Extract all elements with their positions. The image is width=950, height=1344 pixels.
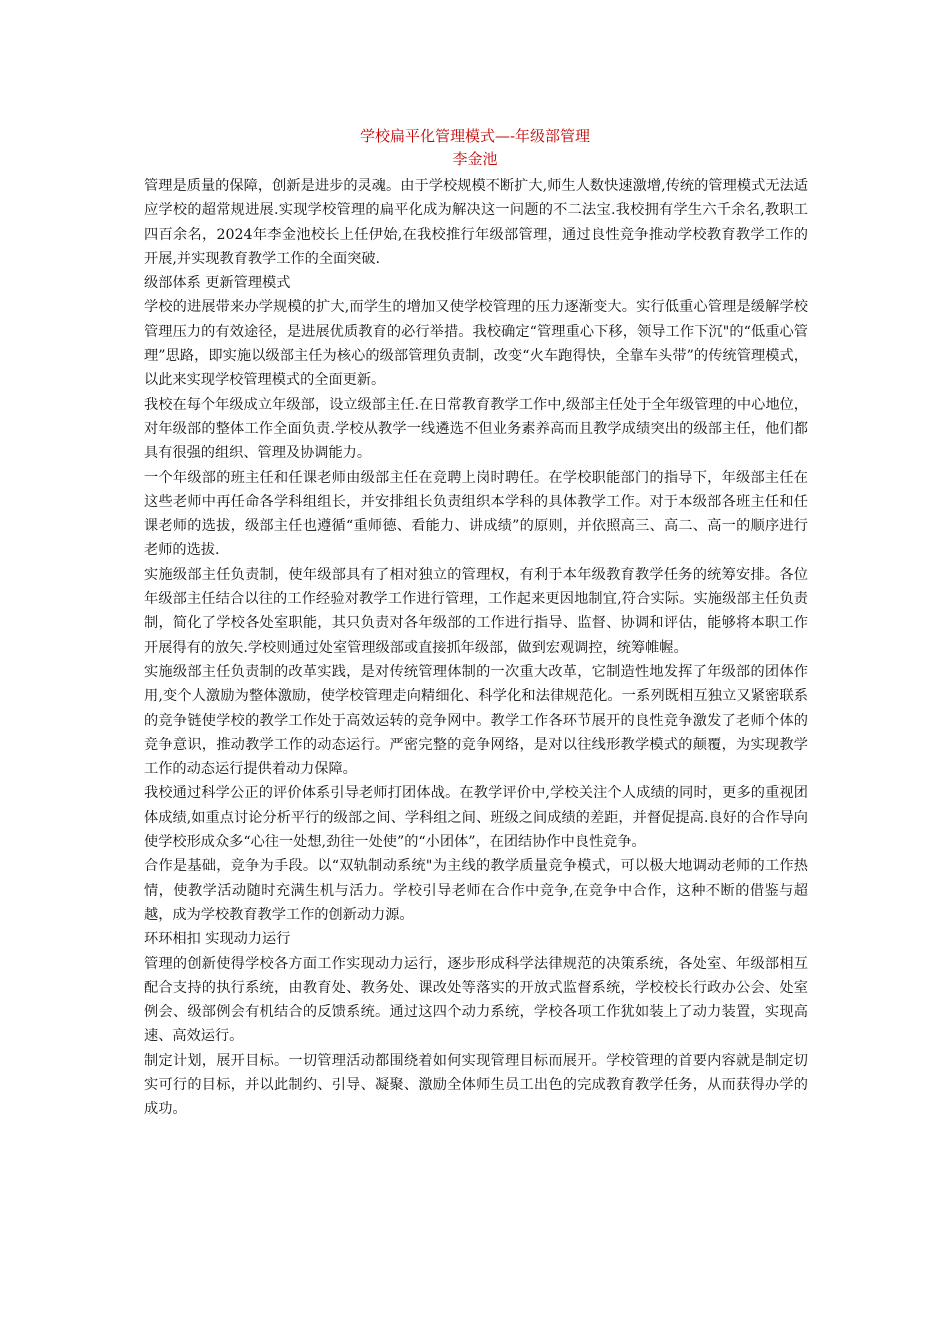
paragraph: 制定计划，展开目标。一切管理活动都围绕着如何实现管理目标而展开。学校管理的首要内容就是制定切实可行的目标，并以此制约、引导、凝聚、激励全体师生员工出色的完成教育教学任务，从而获得办学的成功。	[144, 1052, 808, 1118]
document-body	[144, 174, 808, 1122]
paragraph-intro: 管理是质量的保障，创新是进步的灵魂。由于学校规模不断扩大,师生人数快速激增,传统的管理模式无法适应学校的超常规进展.实现学校管理的扁平化成为解决这一问题的不二法宝.我校拥有学生六千余名,教职工四百余名，2024年李金池校长上任伊始,在我校推行年级部管理，通过良性竞争推动学校教育教学工作的开展,并实现教育教学工作的全面突破.	[144, 178, 808, 267]
paragraph: 实施级部主任负责制的改革实践，是对传统管理体制的一次重大改革，它制造性地发挥了年级部的团体作用,变个人激励为整体激励，使学校管理走向精细化、科学化和法律规范化。一系列既相互独立又紧密联系的竞争链使学校的教学工作处于高效运转的竞争网中。教学工作各环节展开的良性竞争激发了老师个体的竞争意识，推动教学工作的动态运行。严密完整的竞争网络，是对以往线形教学模式的颠覆，为实现教学工作的动态运行提供着动力保障。	[144, 663, 808, 778]
document-author: 李金池	[452, 150, 498, 168]
paragraph: 实施级部主任负责制，使年级部具有了相对独立的管理权，有利于本年级教育教学任务的统筹安排。各位年级部主任结合以往的工作经验对教学工作进行管理，工作起来更因地制宜,符合实际。实施级部主任负责制，简化了学校各处室职能，其只负责对各年级部的工作进行指导、监督、协调和评估，能够将本职工作开展得有的放矢.学校则通过处室管理级部或直接抓年级部，做到宏观调控，统筹帷幄。	[144, 566, 808, 656]
paragraph: 一个年级部的班主任和任课老师由级部主任在竞聘上岗时聘任。在学校职能部门的指导下，年级部主任在这些老师中再任命各学科组组长，并安排组长负责组织本学科的具体教学工作。对于本级部各班主任和任课老师的选拔，级部主任也遵循“重师德、看能力、讲成绩”的原则，并依照高三、高二、高一的顺序进行老师的选拔.	[144, 469, 808, 559]
paragraph: 合作是基础，竞争为手段。以“双轨制动系统"为主线的教学质量竞争模式，可以极大地调动老师的工作热情，使教学活动随时充满生机与活力。学校引导老师在合作中竞争,在竞争中合作，这种不断的借鉴与超越，成为学校教育教学工作的创新动力源。	[144, 858, 808, 923]
paragraph: 我校在每个年级成立年级部，设立级部主任.在日常教育教学工作中,级部主任处于全年级管理的中心地位，对年级部的整体工作全面负责.学校从教学一线遴选不但业务素养高而且教学成绩突出的级部主任，他们都具有很强的组织、管理及协调能力。	[144, 396, 808, 462]
paragraph: 我校通过科学公正的评价体系引导老师打团体战。在教学评价中,学校关注个人成绩的同时，更多的重视团体成绩,如重点讨论分析平行的级部之间、学科组之间、班级之间成绩的差距，并督促提高.良好的合作导向使学校形成众多“心往一处想,劲往一处使”的“小团体”，在团结协作中良性竞争。	[144, 785, 808, 851]
paragraph: 学校的进展带来办学规模的扩大,而学生的增加又使学校管理的压力逐渐变大。实行低重心管理是缓解学校管理压力的有效途径，是进展优质教育的必行举措。我校确定“管理重心下移，领导工作下沉"的“低重心管理”思路，即实施以级部主任为核心的级部管理负责制，改变“火车跑得快，全靠车头带”的传统管理模式，以此来实现学校管理模式的全面更新。	[144, 299, 808, 389]
document-title: 学校扁平化管理模式—-年级部管理	[359, 127, 591, 145]
section-heading-2: 环环相扣 实现动力运行	[144, 931, 291, 948]
section-heading-1: 级部体系 更新管理模式	[144, 275, 291, 292]
paragraph: 管理的创新使得学校各方面工作实现动力运行，逐步形成科学法律规范的决策系统，各处室、年级部相互配合支持的执行系统，由教育处、教务处、课改处等落实的开放式监督系统，学校校长行政办公会、处室例会、级部例会有机结合的反馈系统。通过这四个动力系统，学校各项工作犹如装上了动力装置，实现高速、高效运行。	[144, 955, 808, 1045]
